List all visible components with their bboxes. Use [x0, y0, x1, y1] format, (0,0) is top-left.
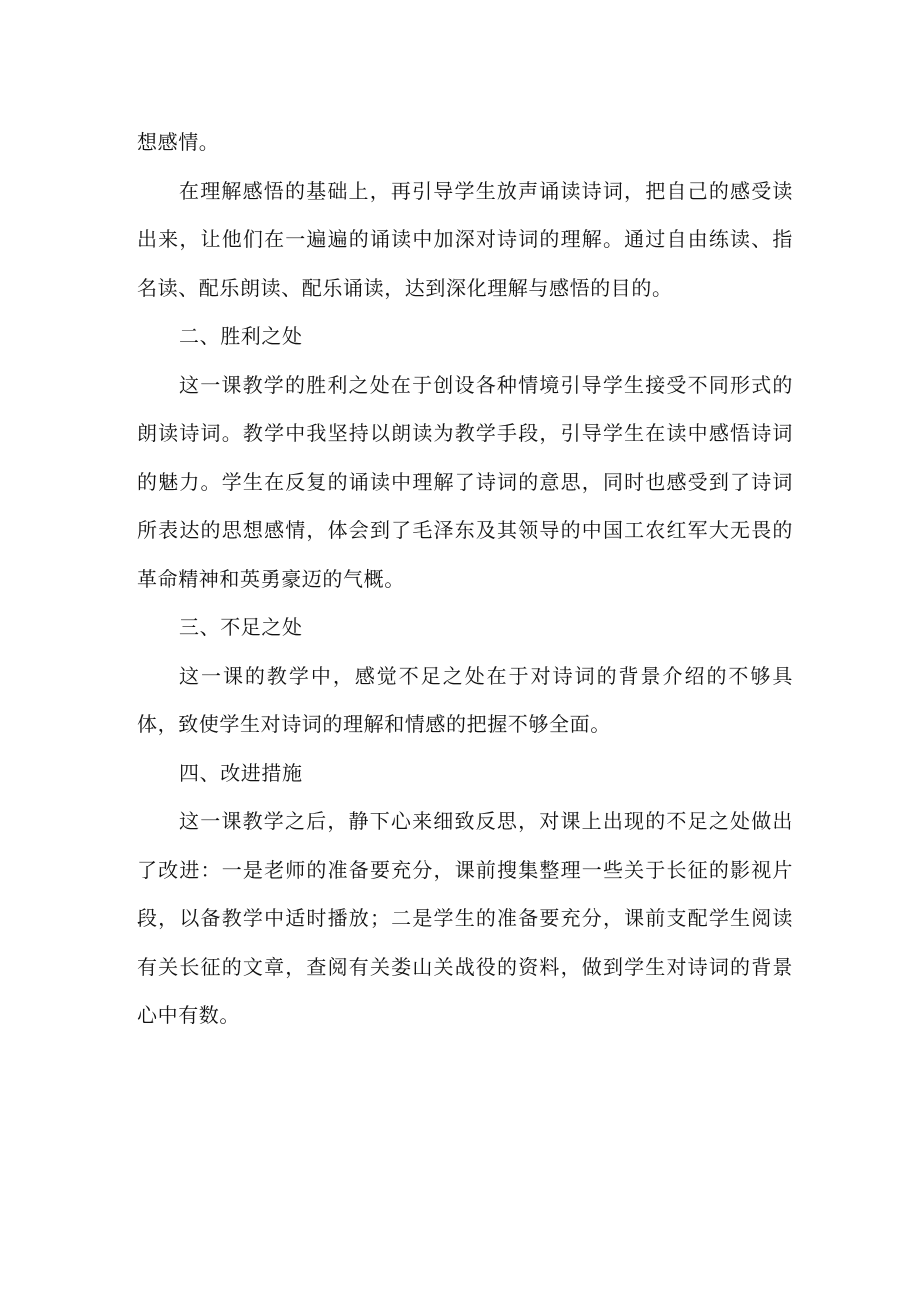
paragraph-shortcomings: 这一课的教学中，感觉不足之处在于对诗词的背景介绍的不够具体，致使学生对诗词的理解和情感的把握不够全面。: [137, 663, 793, 736]
section-heading-success: 二、胜利之处: [179, 324, 303, 348]
paragraph-continuation: 想感情。: [137, 130, 220, 154]
document-body: [137, 118, 793, 1040]
section-heading-improvements: 四、改进措施: [179, 760, 303, 785]
paragraph-success: 这一课教学的胜利之处在于创设各种情境引导学生接受不同形式的朗读诗词。教学中我坚持以朗读为教学手段，引导学生在读中感悟诗词的魅力。学生在反复的诵读中理解了诗词的意思，同时也感受到了诗词所表达的思想感情，体会到了毛泽东及其领导的中国工农红军大无畏的革命精神和英勇豪迈的气概。: [137, 372, 793, 591]
paragraph-reading-method: 在理解感悟的基础上，再引导学生放声诵读诗词，把自己的感受读出来，让他们在一遍遍的诵读中加深对诗词的理解。通过自由练读、指名读、配乐朗读、配乐诵读，达到深化理解与感悟的目的。: [137, 178, 793, 300]
section-heading-shortcomings: 三、不足之处: [179, 615, 303, 639]
paragraph-improvements: 这一课教学之后，静下心来细致反思，对课上出现的不足之处做出了改进：一是老师的准备要充分，课前搜集整理一些关于长征的影视片段，以备教学中适时播放；二是学生的准备要充分，课前支配学生阅读有关长征的文章，查阅有关娄山关战役的资料，做到学生对诗词的背景心中有数。: [137, 809, 793, 1027]
